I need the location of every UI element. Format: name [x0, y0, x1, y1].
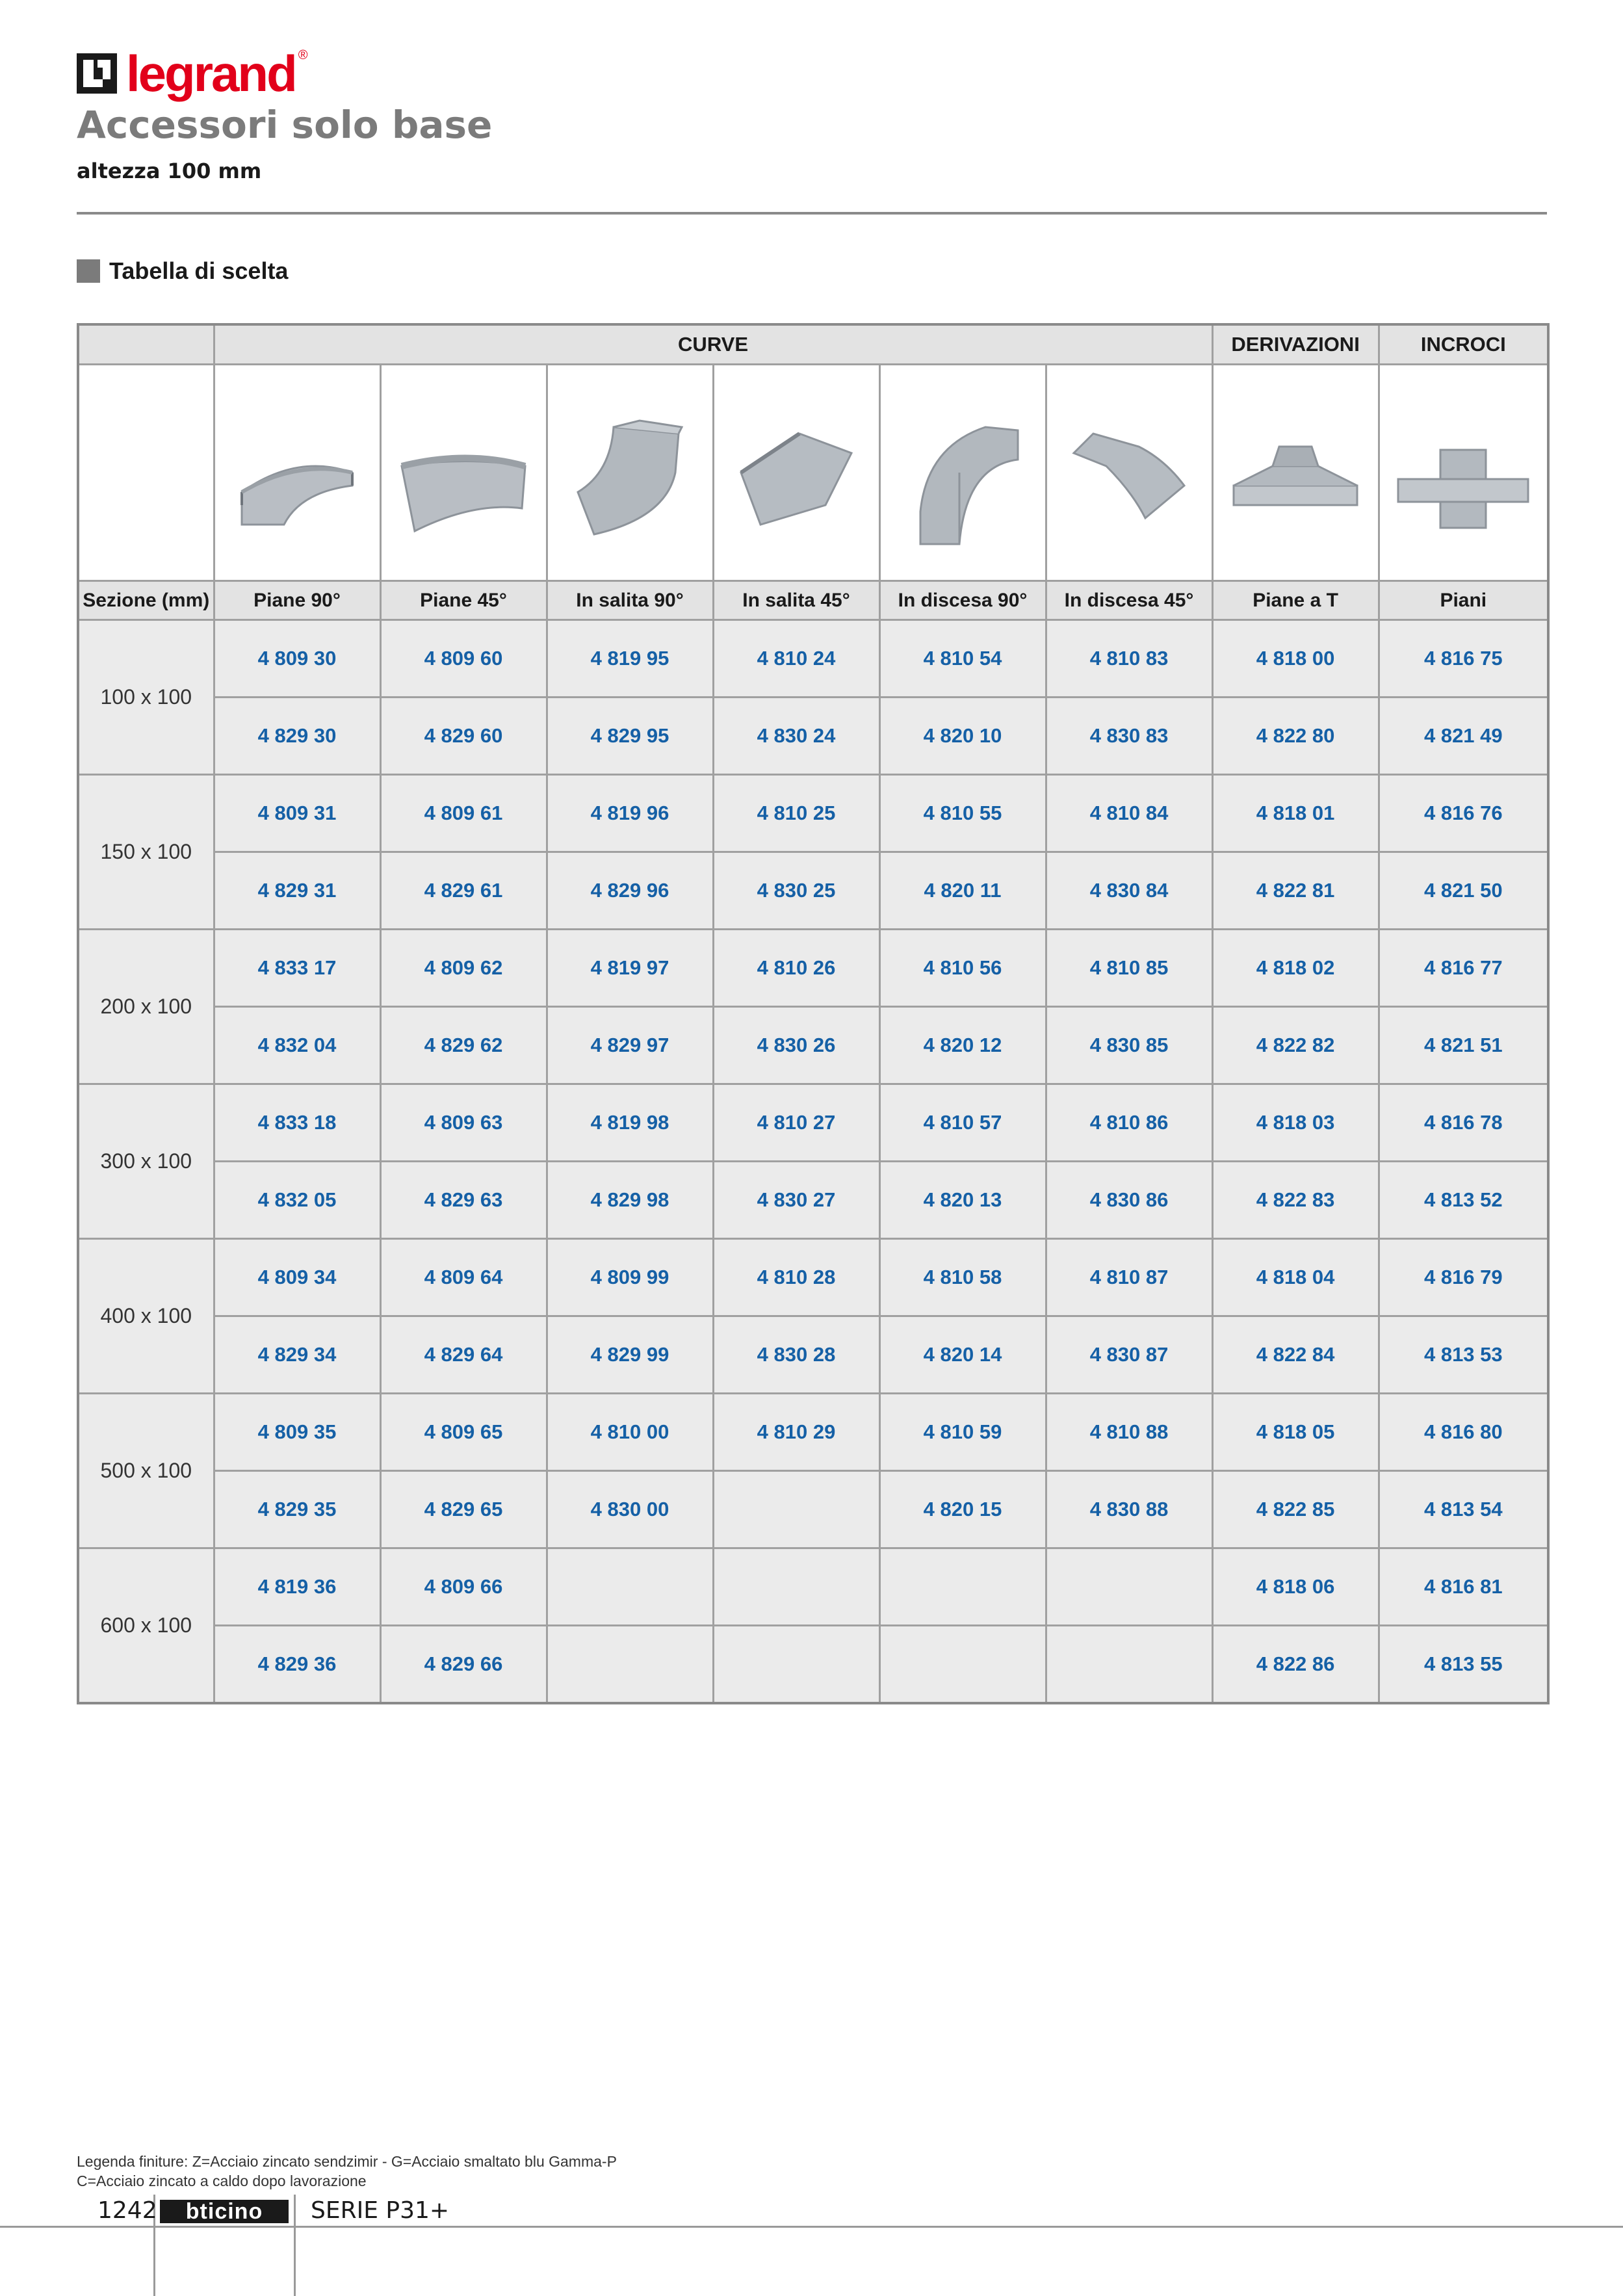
product-code-cell: 4 821 49: [1379, 698, 1548, 775]
product-code-cell: 4 813 52: [1379, 1162, 1548, 1239]
section-label: Tabella di scelta: [109, 257, 289, 284]
product-code-cell: 4 829 61: [380, 852, 547, 930]
image-cell: [547, 365, 713, 581]
product-code-cell: 4 820 13: [879, 1162, 1046, 1239]
col-header: Piani: [1379, 581, 1548, 620]
table-row: [78, 1394, 1548, 1471]
section-size-cell: 300 x 100: [78, 1084, 214, 1239]
table-row: [78, 620, 1548, 698]
product-code-cell: 4 822 80: [1212, 698, 1379, 775]
product-code-cell: 4 810 59: [879, 1394, 1046, 1471]
product-code-cell: 4 810 29: [713, 1394, 879, 1471]
product-code-cell: 4 810 83: [1046, 620, 1212, 698]
product-code-cell: 4 810 25: [713, 775, 879, 852]
section-size-cell: 150 x 100: [78, 775, 214, 930]
footer-divider-vertical: [294, 2195, 296, 2296]
product-code-cell: 4 810 57: [879, 1084, 1046, 1162]
inside-riser-90-icon: [555, 395, 705, 551]
product-code-cell: 4 820 11: [879, 852, 1046, 930]
section-bullet-icon: [77, 259, 100, 283]
product-code-cell: 4 829 31: [214, 852, 380, 930]
page-subtitle: altezza 100 mm: [77, 159, 262, 183]
product-code-cell: 4 829 66: [380, 1626, 547, 1704]
product-code-cell: 4 810 26: [713, 930, 879, 1007]
col-header: In salita 45°: [713, 581, 879, 620]
product-code-cell: 4 830 00: [547, 1471, 713, 1548]
product-code-cell: 4 818 01: [1212, 775, 1379, 852]
product-code-cell: 4 833 18: [214, 1084, 380, 1162]
product-code-cell: [879, 1548, 1046, 1626]
outside-riser-90-icon: [888, 395, 1037, 551]
product-code-cell: 4 820 15: [879, 1471, 1046, 1548]
product-code-cell: 4 830 85: [1046, 1007, 1212, 1084]
product-code-cell: 4 818 02: [1212, 930, 1379, 1007]
table-row: [78, 1084, 1548, 1162]
product-code-cell: 4 810 84: [1046, 775, 1212, 852]
product-code-cell: 4 810 58: [879, 1239, 1046, 1316]
product-code-cell: 4 809 34: [214, 1239, 380, 1316]
product-code-cell: 4 816 78: [1379, 1084, 1548, 1162]
product-code-cell: 4 810 27: [713, 1084, 879, 1162]
product-code-cell: 4 830 25: [713, 852, 879, 930]
footer-divider: [0, 2226, 1623, 2228]
image-cell-blank: [78, 365, 214, 581]
product-code-cell: 4 816 75: [1379, 620, 1548, 698]
product-code-cell: 4 816 81: [1379, 1548, 1548, 1626]
product-code-cell: 4 829 95: [547, 698, 713, 775]
product-code-cell: 4 809 99: [547, 1239, 713, 1316]
product-code-cell: 4 822 83: [1212, 1162, 1379, 1239]
bticino-logo: bticino: [160, 2200, 289, 2223]
outside-riser-45-icon: [1054, 395, 1204, 551]
product-code-cell: 4 822 86: [1212, 1626, 1379, 1704]
table-row: [78, 1239, 1548, 1316]
image-cell: [1046, 365, 1212, 581]
table-row: [78, 698, 1548, 775]
product-code-cell: 4 813 54: [1379, 1471, 1548, 1548]
product-code-cell: 4 810 24: [713, 620, 879, 698]
product-code-cell: 4 810 55: [879, 775, 1046, 852]
table-row: [78, 1626, 1548, 1704]
product-code-cell: 4 809 31: [214, 775, 380, 852]
product-code-cell: 4 830 87: [1046, 1316, 1212, 1394]
product-code-cell: 4 820 12: [879, 1007, 1046, 1084]
product-code-cell: 4 809 35: [214, 1394, 380, 1471]
product-code-cell: 4 810 85: [1046, 930, 1212, 1007]
product-code-cell: 4 829 62: [380, 1007, 547, 1084]
table-row: [78, 1316, 1548, 1394]
product-code-cell: 4 829 36: [214, 1626, 380, 1704]
col-header: In discesa 45°: [1046, 581, 1212, 620]
product-code-cell: 4 830 28: [713, 1316, 879, 1394]
product-code-cell: [547, 1548, 713, 1626]
registered-mark: ®: [298, 48, 308, 62]
legrand-logo: [77, 44, 307, 103]
product-code-cell: 4 833 17: [214, 930, 380, 1007]
product-code-cell: [1046, 1548, 1212, 1626]
product-image-row: [78, 365, 1548, 581]
image-cell: [214, 365, 380, 581]
section-size-cell: 400 x 100: [78, 1239, 214, 1394]
flat-bend-90-icon: [222, 395, 372, 551]
table-row: [78, 1548, 1548, 1626]
product-code-cell: 4 809 65: [380, 1394, 547, 1471]
table-row: [78, 1471, 1548, 1548]
legend-line: C=Acciaio zincato a caldo dopo lavorazione: [77, 2172, 367, 2189]
product-code-cell: 4 830 86: [1046, 1162, 1212, 1239]
col-header: Piane 90°: [214, 581, 380, 620]
product-code-cell: [713, 1548, 879, 1626]
product-code-cell: 4 819 97: [547, 930, 713, 1007]
product-code-cell: 4 832 04: [214, 1007, 380, 1084]
product-code-cell: 4 830 84: [1046, 852, 1212, 930]
product-code-cell: 4 829 65: [380, 1471, 547, 1548]
product-code-cell: 4 818 06: [1212, 1548, 1379, 1626]
col-header: In salita 90°: [547, 581, 713, 620]
product-code-cell: 4 809 66: [380, 1548, 547, 1626]
product-code-cell: 4 829 98: [547, 1162, 713, 1239]
product-code-cell: 4 809 63: [380, 1084, 547, 1162]
product-code-cell: 4 829 30: [214, 698, 380, 775]
product-code-cell: 4 829 34: [214, 1316, 380, 1394]
product-code-cell: 4 829 99: [547, 1316, 713, 1394]
product-code-cell: 4 810 00: [547, 1394, 713, 1471]
col-header: In discesa 90°: [879, 581, 1046, 620]
product-code-cell: 4 810 28: [713, 1239, 879, 1316]
legend-line: Legenda finiture: Z=Acciaio zincato sendzimir - G=Acciaio smaltato blu Gamma-P: [77, 2153, 617, 2170]
group-header-blank: [78, 324, 214, 365]
series-name: SERIE P31+: [311, 2197, 450, 2224]
cross-icon: [1388, 395, 1538, 551]
product-code-cell: 4 820 10: [879, 698, 1046, 775]
group-incroci: INCROCI: [1379, 324, 1548, 365]
product-code-cell: 4 830 24: [713, 698, 879, 775]
product-code-cell: 4 818 05: [1212, 1394, 1379, 1471]
product-code-cell: 4 830 83: [1046, 698, 1212, 775]
table-row: [78, 1007, 1548, 1084]
product-code-cell: 4 816 80: [1379, 1394, 1548, 1471]
product-code-cell: 4 832 05: [214, 1162, 380, 1239]
product-code-cell: 4 809 30: [214, 620, 380, 698]
section-size-cell: 200 x 100: [78, 930, 214, 1084]
legend: [77, 2152, 617, 2191]
page-number: 1242: [97, 2197, 157, 2224]
product-code-cell: 4 818 04: [1212, 1239, 1379, 1316]
product-code-cell: 4 818 00: [1212, 620, 1379, 698]
product-code-cell: 4 822 82: [1212, 1007, 1379, 1084]
product-code-cell: 4 830 26: [713, 1007, 879, 1084]
selection-table: [77, 323, 1550, 1704]
section-size-cell: 500 x 100: [78, 1394, 214, 1548]
product-code-cell: 4 818 03: [1212, 1084, 1379, 1162]
group-derivazioni: DERIVAZIONI: [1212, 324, 1379, 365]
product-code-cell: [1046, 1626, 1212, 1704]
page-title: Accessori solo base: [77, 103, 493, 147]
product-code-cell: 4 822 81: [1212, 852, 1379, 930]
product-code-cell: 4 816 77: [1379, 930, 1548, 1007]
product-code-cell: 4 809 64: [380, 1239, 547, 1316]
image-cell: [1212, 365, 1379, 581]
tee-icon: [1221, 395, 1370, 551]
product-code-cell: 4 819 96: [547, 775, 713, 852]
product-code-cell: 4 819 98: [547, 1084, 713, 1162]
product-code-cell: 4 822 85: [1212, 1471, 1379, 1548]
product-code-cell: 4 819 36: [214, 1548, 380, 1626]
product-code-cell: [713, 1626, 879, 1704]
product-code-cell: 4 816 79: [1379, 1239, 1548, 1316]
product-code-cell: [547, 1626, 713, 1704]
section-size-cell: 100 x 100: [78, 620, 214, 775]
product-code-cell: 4 821 51: [1379, 1007, 1548, 1084]
product-code-cell: 4 810 56: [879, 930, 1046, 1007]
brand-name: legrand: [126, 45, 296, 102]
column-header-row: [78, 581, 1548, 620]
table-row: [78, 775, 1548, 852]
image-cell: [1379, 365, 1548, 581]
section-size-cell: 600 x 100: [78, 1548, 214, 1704]
product-code-cell: [713, 1471, 879, 1548]
col-header: Piane a T: [1212, 581, 1379, 620]
image-cell: [713, 365, 879, 581]
product-code-cell: [879, 1626, 1046, 1704]
product-code-cell: 4 829 97: [547, 1007, 713, 1084]
product-code-cell: 4 829 64: [380, 1316, 547, 1394]
flat-bend-45-icon: [389, 395, 538, 551]
product-code-cell: 4 819 95: [547, 620, 713, 698]
section-heading: [77, 257, 288, 285]
table-row: [78, 930, 1548, 1007]
product-code-cell: 4 809 61: [380, 775, 547, 852]
table-body: [78, 620, 1548, 1704]
product-code-cell: 4 813 55: [1379, 1626, 1548, 1704]
table-row: [78, 1162, 1548, 1239]
product-code-cell: 4 810 88: [1046, 1394, 1212, 1471]
product-code-cell: 4 829 60: [380, 698, 547, 775]
product-code-cell: 4 830 88: [1046, 1471, 1212, 1548]
product-code-cell: 4 820 14: [879, 1316, 1046, 1394]
product-code-cell: 4 829 63: [380, 1162, 547, 1239]
product-code-cell: 4 829 35: [214, 1471, 380, 1548]
product-code-cell: 4 813 53: [1379, 1316, 1548, 1394]
product-code-cell: 4 822 84: [1212, 1316, 1379, 1394]
col-header: Sezione (mm): [78, 581, 214, 620]
image-cell: [879, 365, 1046, 581]
header-divider: [77, 212, 1547, 215]
table-row: [78, 852, 1548, 930]
product-code-cell: 4 829 96: [547, 852, 713, 930]
product-code-cell: 4 821 50: [1379, 852, 1548, 930]
image-cell: [380, 365, 547, 581]
inside-riser-45-icon: [721, 395, 871, 551]
product-code-cell: 4 810 87: [1046, 1239, 1212, 1316]
group-curve: CURVE: [214, 324, 1212, 365]
product-code-cell: 4 809 60: [380, 620, 547, 698]
col-header: Piane 45°: [380, 581, 547, 620]
product-code-cell: 4 816 76: [1379, 775, 1548, 852]
group-header-row: [78, 324, 1548, 365]
product-code-cell: 4 810 86: [1046, 1084, 1212, 1162]
product-code-cell: 4 809 62: [380, 930, 547, 1007]
product-code-cell: 4 830 27: [713, 1162, 879, 1239]
legrand-mark-icon: [77, 53, 117, 94]
product-code-cell: 4 810 54: [879, 620, 1046, 698]
